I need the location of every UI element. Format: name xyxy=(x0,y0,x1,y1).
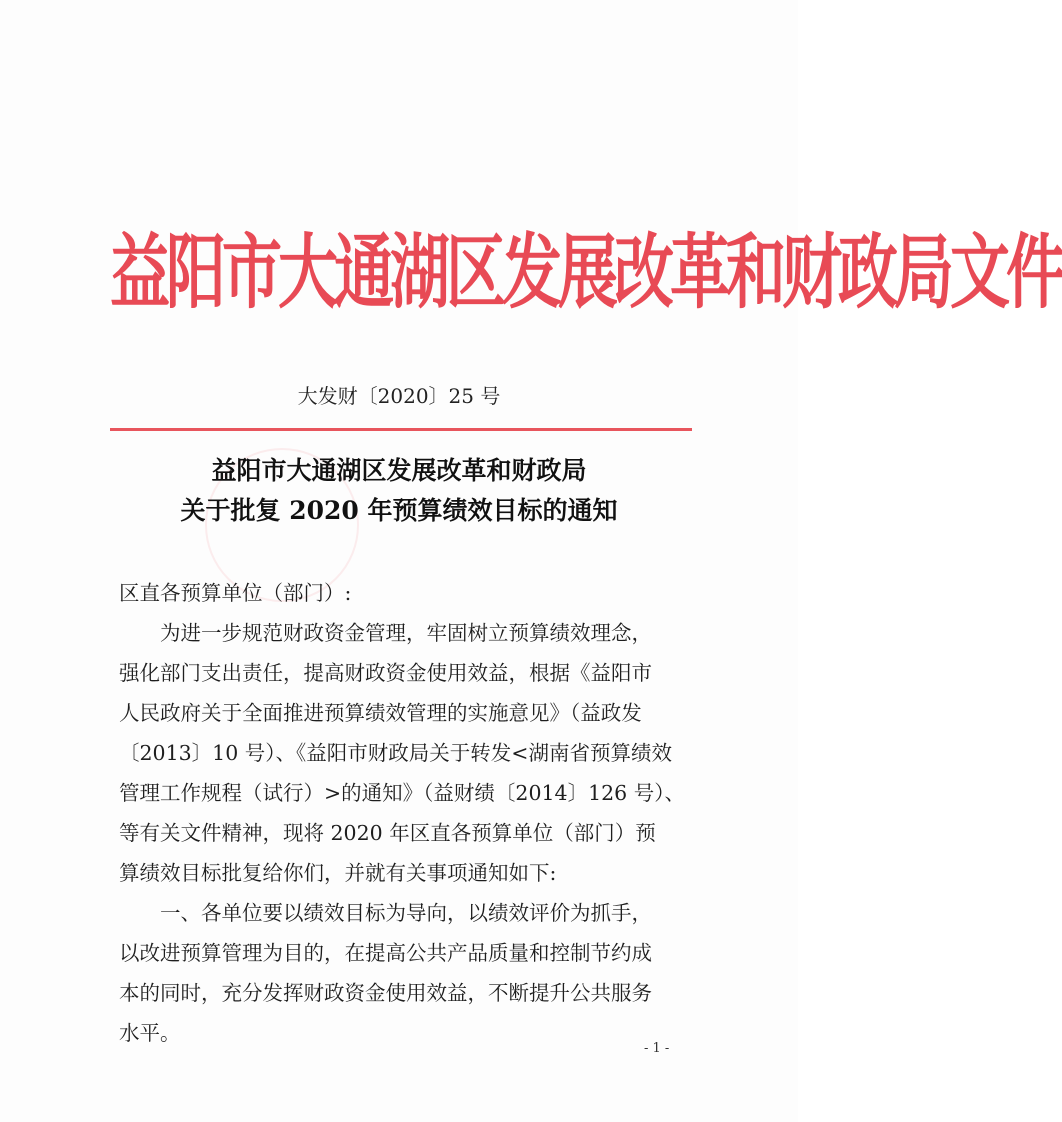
body-line: 强化部门支出责任，提高财政资金使用效益，根据《益阳市 xyxy=(119,661,652,685)
body-line: 水平。 xyxy=(119,1021,181,1045)
salutation: 区直各预算单位（部门）: xyxy=(119,581,352,605)
body-line: 为进一步规范财政资金管理，牢固树立预算绩效理念， xyxy=(119,621,652,645)
body-line: 以改进预算管理为目的，在提高公共产品质量和控制节约成 xyxy=(119,941,652,965)
body-line: 人民政府关于全面推进预算绩效管理的实施意见》（益政发 xyxy=(119,701,642,725)
issuer-banner: 益阳市大通湖区发展改革和财政局文件 xyxy=(110,226,1062,321)
body-line: 等有关文件精神，现将 2020 年区直各预算单位（部门）预 xyxy=(119,821,656,845)
body-line: 本的同时，充分发挥财政资金使用效益，不断提升公共服务 xyxy=(119,981,652,1005)
body-line: 算绩效目标批复给你们，并就有关事项通知如下: xyxy=(119,861,557,885)
page-number: - 1 - xyxy=(644,1041,670,1056)
document-number: 大发财〔2020〕25 号 xyxy=(297,384,501,408)
body-line: 管理工作规程（试行）>的通知》（益财绩〔2014〕126 号）、 xyxy=(119,781,685,805)
document-title-line-1: 益阳市大通湖区发展改革和财政局 xyxy=(211,456,587,485)
body-line: 〔2013〕10 号）、《益阳市财政局关于转发<湖南省预算绩效 xyxy=(119,741,672,765)
body-line: 一、各单位要以绩效目标为导向，以绩效评价为抓手， xyxy=(119,901,652,925)
document-title-line-2: 关于批复 2020 年预算绩效目标的通知 xyxy=(180,496,618,525)
red-separator-line xyxy=(110,428,692,431)
